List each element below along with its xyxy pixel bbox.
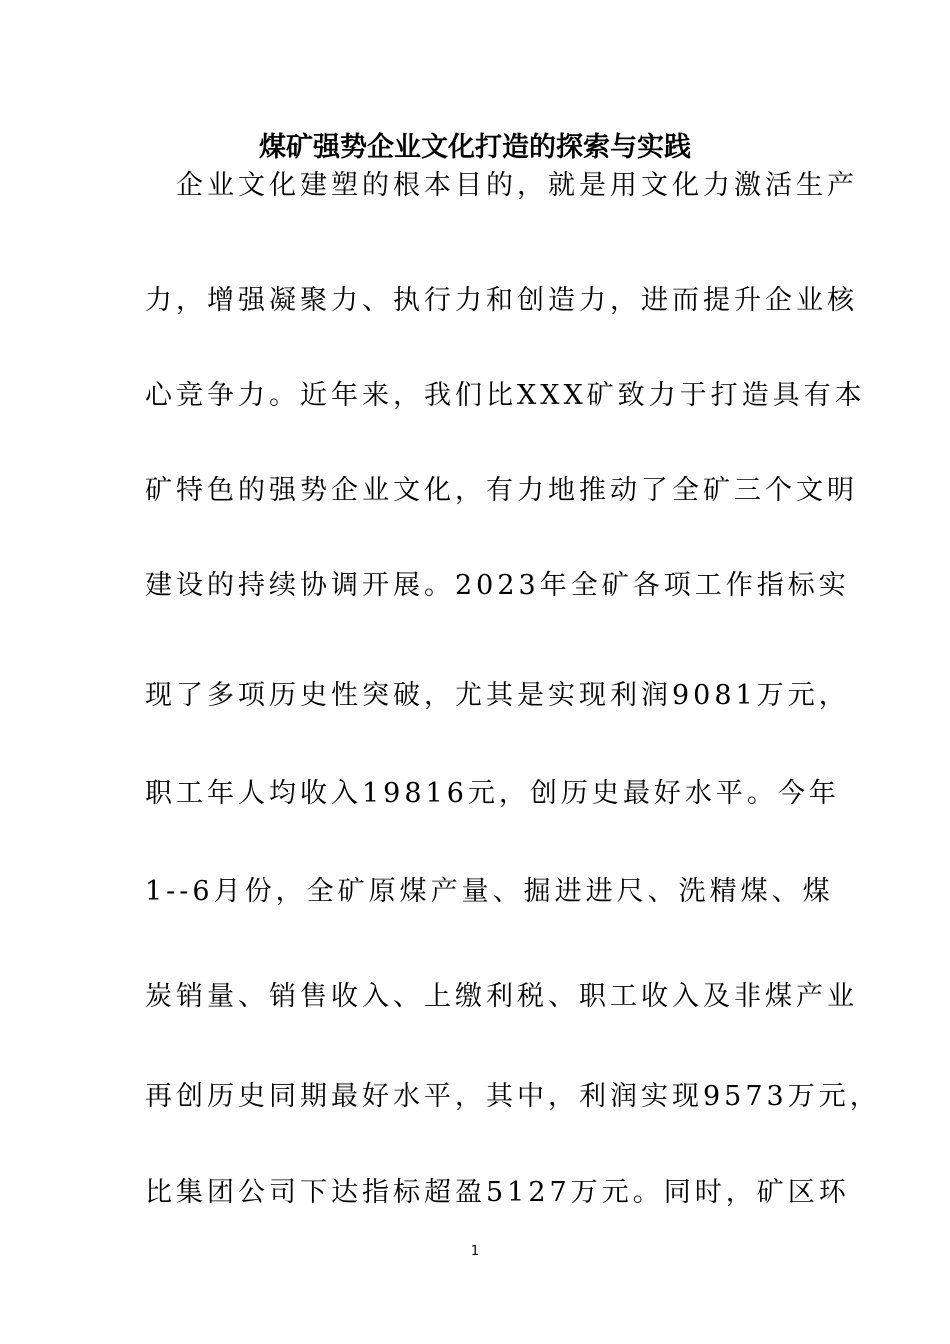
paragraph-line: 建设的持续协调开展。2023年全矿各项工作指标实 (145, 570, 850, 601)
page-number: 1 (470, 1244, 480, 1259)
document-title: 煤矿强势企业文化打造的探索与实践 (259, 132, 691, 163)
paragraph-line: 心竞争力。近年来，我们比XXX矿致力于打造具有本 (145, 380, 866, 411)
paragraph-line: 再创历史同期最好水平，其中，利润实现9573万元， (145, 1081, 881, 1112)
paragraph-line: 企业文化建塑的根本目的，就是用文化力激活生产 (145, 170, 858, 201)
paragraph-line: 现了多项历史性突破，尤其是实现利润9081万元， (145, 680, 850, 711)
paragraph-line: 1--6月份，全矿原煤产量、掘进进尺、洗精煤、煤 (145, 876, 834, 907)
paragraph-line: 比集团公司下达指标超盈5127万元。同时，矿区环 (145, 1177, 850, 1208)
paragraph-line: 矿特色的强势企业文化，有力地推动了全矿三个文明 (145, 475, 858, 506)
paragraph-line: 职工年人均收入19816元，创历史最好水平。今年 (145, 778, 840, 809)
paragraph-line: 力，增强凝聚力、执行力和创造力，进而提升企业核 (145, 285, 858, 316)
paragraph-line: 炭销量、销售收入、上缴利税、职工收入及非煤产业 (145, 981, 858, 1012)
